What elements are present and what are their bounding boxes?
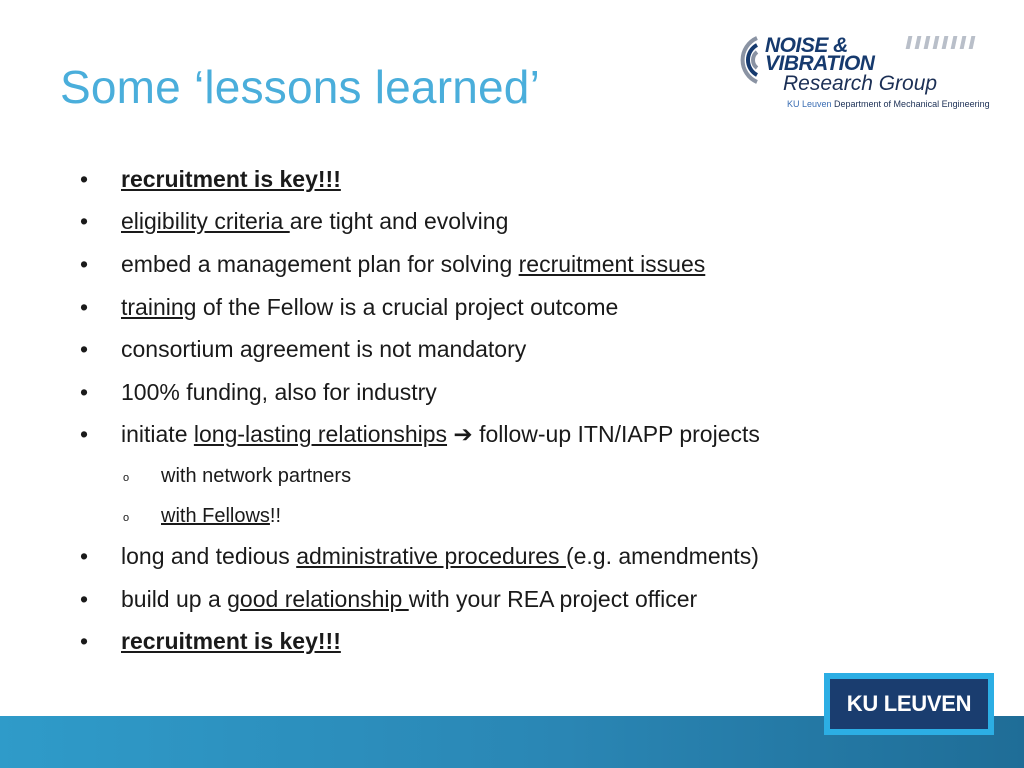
- bullet-text: long and tedious: [121, 543, 297, 569]
- bullet-marker: •: [80, 421, 89, 447]
- ku-leuven-text: KU LEUVEN: [830, 679, 988, 729]
- bullet-marker: •: [80, 628, 89, 654]
- bullet-text: recruitment issues: [518, 251, 706, 277]
- bullet-text: eligibility criteria: [121, 208, 290, 234]
- bullet-marker: •: [80, 586, 89, 612]
- logo-bars-icon: [907, 36, 979, 54]
- bullet-text: with your REA project officer: [408, 586, 698, 612]
- bullet-text: are tight and evolving: [289, 208, 509, 234]
- bullet-text: recruitment is key!!!: [121, 628, 341, 654]
- logo-dept-text: Department of Mechanical Engineering: [831, 99, 990, 109]
- bullet-text: recruitment is key!!!: [121, 166, 341, 192]
- logo-line-4: [787, 99, 990, 109]
- bullet-text: of the Fellow is a crucial project outcome: [196, 294, 619, 320]
- bullet-text: build up a: [121, 586, 228, 612]
- bullet-text: with Fellows: [161, 505, 270, 527]
- bullet-text: good relationship: [227, 586, 409, 612]
- bullet-marker: •: [80, 208, 89, 234]
- slide-title: Some ‘lessons learned’: [60, 61, 540, 113]
- bullet-item: [80, 166, 341, 193]
- bullet-item: [80, 628, 341, 655]
- logo-rings-icon: [727, 32, 767, 88]
- sub-bullet-item: [123, 505, 282, 528]
- logo-line-3: Research Group: [783, 72, 938, 95]
- bullet-item: [80, 294, 619, 321]
- bullet-text: administrative procedures: [296, 543, 566, 569]
- bullet-marker: •: [80, 251, 89, 277]
- bullet-item: [80, 543, 759, 570]
- logo-kul-text: KU Leuven: [787, 99, 832, 109]
- bullet-text: !!: [269, 505, 282, 527]
- arrow-icon: ➔: [447, 421, 480, 447]
- bullet-marker: •: [80, 336, 89, 362]
- bullet-text: embed a management plan for solving: [121, 251, 519, 277]
- bullet-item: [80, 421, 760, 448]
- logo-line-1: NOISE &: [765, 34, 848, 57]
- bullet-text: long-lasting relationships: [193, 421, 448, 447]
- bullet-marker: •: [80, 294, 89, 320]
- bullet-item: [80, 586, 698, 613]
- bullet-text: training: [121, 294, 197, 320]
- bullet-text: 100% funding, also for industry: [121, 379, 437, 405]
- sub-bullet-marker: o: [123, 512, 130, 524]
- bullet-marker: •: [80, 379, 89, 405]
- logo-line-2: VIBRATION: [765, 52, 875, 75]
- bullet-text: follow-up ITN/IAPP projects: [479, 421, 760, 447]
- bullet-item: [80, 251, 706, 278]
- noise-vibration-logo: [727, 28, 992, 114]
- bullet-text: consortium agreement is not mandatory: [121, 336, 527, 362]
- bullet-item: [80, 336, 527, 363]
- bullet-text: with network partners: [161, 465, 352, 487]
- ku-leuven-logo: [824, 673, 994, 735]
- bullet-text: (e.g. amendments): [565, 543, 759, 569]
- bullet-text: initiate: [121, 421, 194, 447]
- bullet-item: [80, 208, 509, 235]
- sub-bullet-marker: o: [123, 472, 130, 484]
- sub-bullet-item: [123, 465, 352, 488]
- bullet-marker: •: [80, 543, 89, 569]
- bullet-marker: •: [80, 166, 89, 192]
- bullet-item: [80, 379, 437, 406]
